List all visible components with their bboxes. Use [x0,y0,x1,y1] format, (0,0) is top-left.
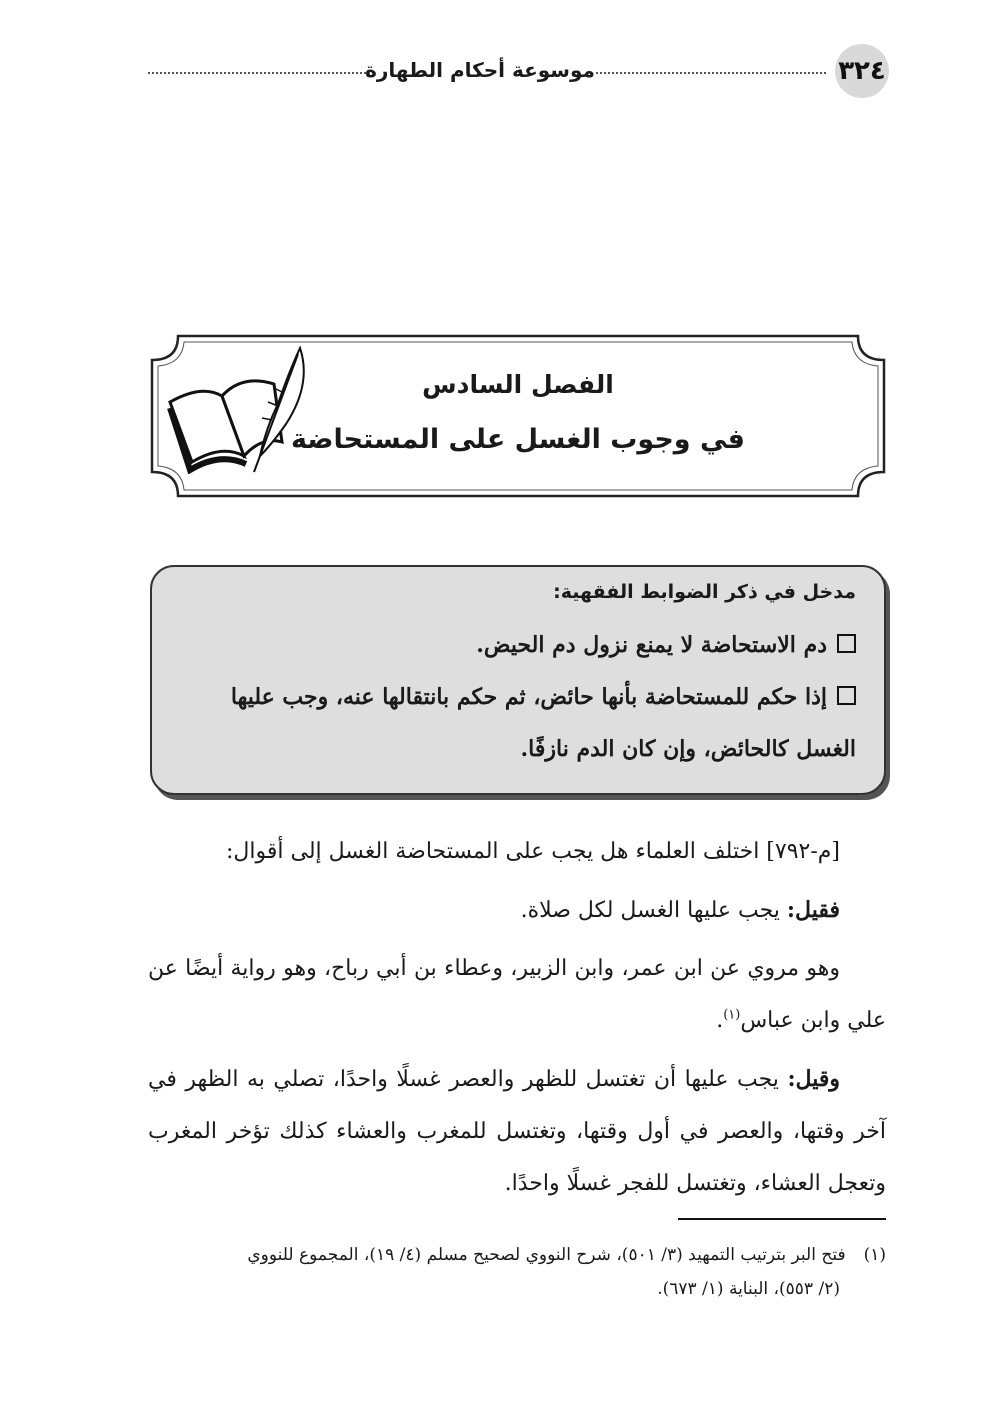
footnote-number: (١) [863,1245,886,1265]
footnote: (١)فتح البر بترتيب التمهيد (٣/ ٥٠١)، شرح النووي لصحيح مسلم (٤/ ١٩)، المجموع للنووي (٢/ ٥٥٣)، البناية (١/ ٦٧٣). [148,1238,886,1306]
opinion-lead: وقيل: [787,1066,840,1092]
paragraph-first-opinion: فقيل: يجب عليها الغسل لكل صلاة. [520,897,840,923]
header-dots-right [596,72,826,74]
chapter-frame [148,334,888,498]
running-title: موسوعة أحكام الطهارة [365,58,595,82]
footnote-line: (٢/ ٥٥٣)، البناية (١/ ٦٧٣). [657,1279,840,1299]
chapter-title: في وجوب الغسل على المستحاضة [291,424,745,455]
header-dots-left [148,72,366,74]
summary-box [150,565,886,795]
paragraph-second-opinion: وقيل: يجب عليها أن تغتسل للظهر والعصر غسلًا واحدًا، تصلي به الظهر في آخر وقتها، والعصر في أول وقتها، وتغتسل للمغرب والعشاء كذلك تؤخر المغرب وتعجل العشاء، وتغتسل للفجر غسلًا واحدًا. [148,1066,886,1196]
body-text [148,826,886,1216]
summary-item: إذا حكم للمستحاضة بأنها حائض، ثم حكم بانتقالها عنه، وجب عليها الغسل كالحائض، وإن كان الدم نازفًا. [230,684,856,762]
opinion-lead: فقيل: [786,897,840,923]
summary-heading: مدخل في ذكر الضوابط الفقهية: [553,581,856,603]
checkbox-icon [837,634,856,653]
checkbox-icon [837,686,856,705]
footnote-divider [678,1218,886,1220]
summary-item: دم الاستحاضة لا يمنع نزول دم الحيض. [176,619,856,671]
footnote-ref[interactable]: (١) [723,1007,741,1023]
chapter-label: الفصل السادس [422,370,614,399]
paragraph-narrators: وهو مروي عن ابن عمر، وابن الزبير، وعطاء بن أبي رباح، وهو رواية أيضًا عن علي وابن عباس$^{(١)}$. [148,956,886,1033]
paragraph-intro: [م-٧٩٢] اختلف العلماء هل يجب على المستحاضة الغسل إلى أقوال: [226,839,840,864]
page-number: ٣٢٤ [835,44,889,98]
